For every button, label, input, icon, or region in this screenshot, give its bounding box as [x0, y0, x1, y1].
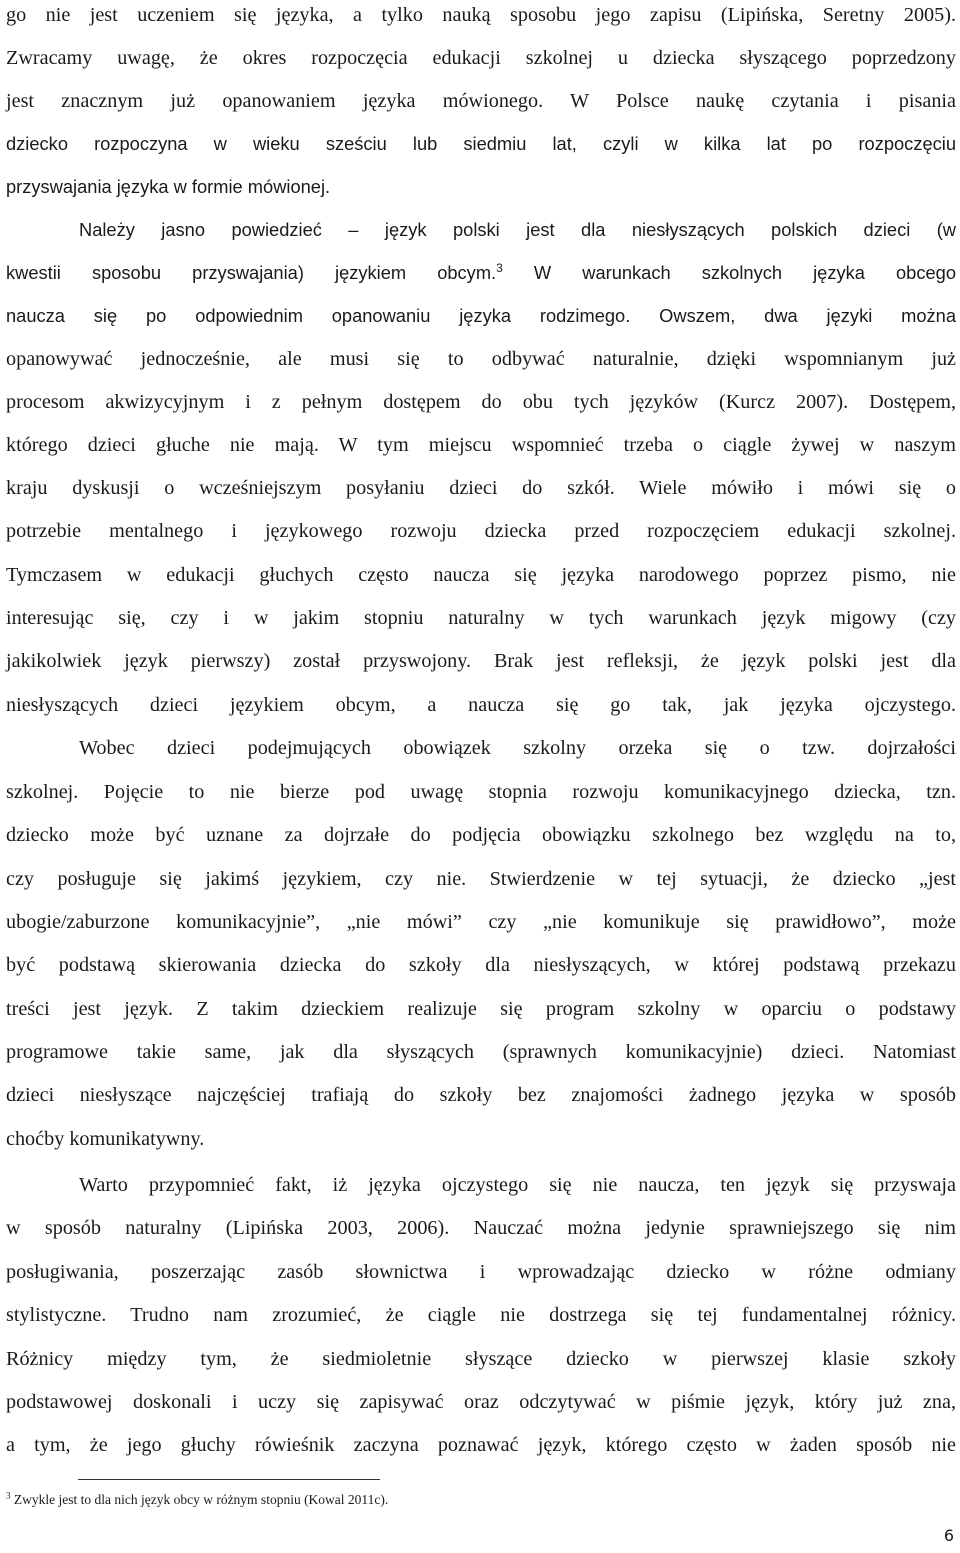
text-line: być podstawą skierowania dziecka do szkoły dla niesłyszących, w której podstawą przekazu [6, 954, 956, 976]
text-line: dziecko może być uznane za dojrzałe do podjęcia obowiązku szkolnego bez względu na to, [6, 824, 956, 846]
text-fragment: kwestii sposobu przyswajania) językiem obcym. [6, 262, 497, 283]
text-line: dzieci niesłyszące najczęściej trafiają do szkoły bez znajomości żadnego języka w sposób [6, 1084, 956, 1106]
text-line: czy posługuje się jakimś językiem, czy nie. Stwierdzenie w tej sytuacji, że dziecko „jest [6, 868, 956, 890]
text-line: choćby komunikatywny. [6, 1128, 205, 1150]
text-line: jest znacznym już opanowaniem języka mówionego. W Polsce naukę czytania i pisania [6, 90, 956, 112]
text-line: podstawowej doskonali i uczy się zapisywać oraz odczytywać w piśmie język, który już zna, [6, 1391, 956, 1413]
text-line: szkolnej. Pojęcie to nie bierze pod uwagę stopnia rozwoju komunikacyjnego dziecka, tzn. [6, 781, 956, 803]
text-line: go nie jest uczeniem się języka, a tylko nauką sposobu jego zapisu (Lipińska, Seretny 2005). [6, 4, 956, 26]
text-line: ubogie/zaburzone komunikacyjnie”, „nie mówi” czy „nie komunikuje się prawidłowo”, może [6, 911, 956, 933]
text-line: którego dzieci głuche nie mają. W tym miejscu wspomnieć trzeba o ciągle żywej w naszym [6, 434, 956, 456]
page-number: 6 [943, 1526, 954, 1545]
text-line: Zwracamy uwagę, że okres rozpoczęcia edukacji szkolnej u dziecka słyszącego poprzedzony [6, 47, 956, 69]
footnote-divider [78, 1479, 380, 1480]
footnote-marker: 3 [6, 1490, 11, 1501]
text-line: a tym, że jego głuchy rówieśnik zaczyna poznawać język, którego często w żaden sposób nie [6, 1434, 956, 1456]
text-line: interesując się, czy i w jakim stopniu naturalny w tych warunkach język migowy (czy [6, 607, 956, 629]
footnote-reference: 3 [496, 260, 503, 275]
footnote-text: Zwykle jest to dla nich język obcy w różnym stopniu (Kowal 2011c). [10, 1492, 389, 1507]
text-line: Wobec dzieci podejmujących obowiązek szkolny orzeka się o tzw. dojrzałości [79, 737, 956, 759]
text-line: Tymczasem w edukacji głuchych często naucza się języka narodowego poprzez pismo, nie [6, 564, 956, 586]
text-line: niesłyszących dzieci językiem obcym, a naucza się go tak, jak języka ojczystego. [6, 694, 956, 716]
text-line: stylistyczne. Trudno nam zrozumieć, że ciągle nie dostrzega się tej fundamentalnej różnicy. [6, 1304, 956, 1326]
text-line: przyswajania języka w formie mówionej. [6, 176, 331, 197]
footnote [6, 1491, 388, 1509]
text-line: procesom akwizycyjnym i z pełnym dostępem do obu tych języków (Kurcz 2007). Dostępem, [6, 391, 956, 413]
text-line [6, 258, 956, 288]
text-line: Warto przypomnieć fakt, iż języka ojczystego się nie naucza, ten język się przyswaja [79, 1174, 956, 1196]
text-line: w sposób naturalny (Lipińska 2003, 2006). Nauczać można jedynie sprawniejszego się nim [6, 1217, 956, 1239]
text-line: kraju dyskusji o wcześniejszym posyłaniu dzieci do szkół. Wiele mówiło i mówi się o [6, 477, 956, 499]
text-line: programowe takie same, jak dla słyszących (sprawnych komunikacyjnie) dzieci. Natomiast [6, 1041, 956, 1063]
text-line: posługiwania, poszerzając zasób słownictwa i wprowadzając dziecko w różne odmiany [6, 1261, 956, 1283]
text-line: opanowywać jednocześnie, ale musi się to odbywać naturalnie, dzięki wspomnianym już [6, 348, 956, 370]
text-line: Różnicy między tym, że siedmioletnie słyszące dziecko w pierwszej klasie szkoły [6, 1348, 956, 1370]
text-line: treści jest język. Z takim dzieckiem realizuje się program szkolny w oparciu o podstawy [6, 998, 956, 1020]
text-line: Należy jasno powiedzieć – język polski jest dla niesłyszących polskich dzieci (w [79, 219, 956, 240]
text-fragment: W warunkach szkolnych języka obcego [502, 262, 956, 283]
text-line: jakikolwiek język pierwszy) został przyswojony. Brak jest refleksji, że język polski jest dla [6, 650, 956, 672]
text-line: potrzebie mentalnego i językowego rozwoju dziecka przed rozpoczęciem edukacji szkolnej. [6, 520, 956, 542]
text-line: naucza się po odpowiednim opanowaniu języka rodzimego. Owszem, dwa języki można [6, 305, 956, 326]
text-line: dziecko rozpoczyna w wieku sześciu lub siedmiu lat, czyli w kilka lat po rozpoczęciu [6, 133, 956, 154]
